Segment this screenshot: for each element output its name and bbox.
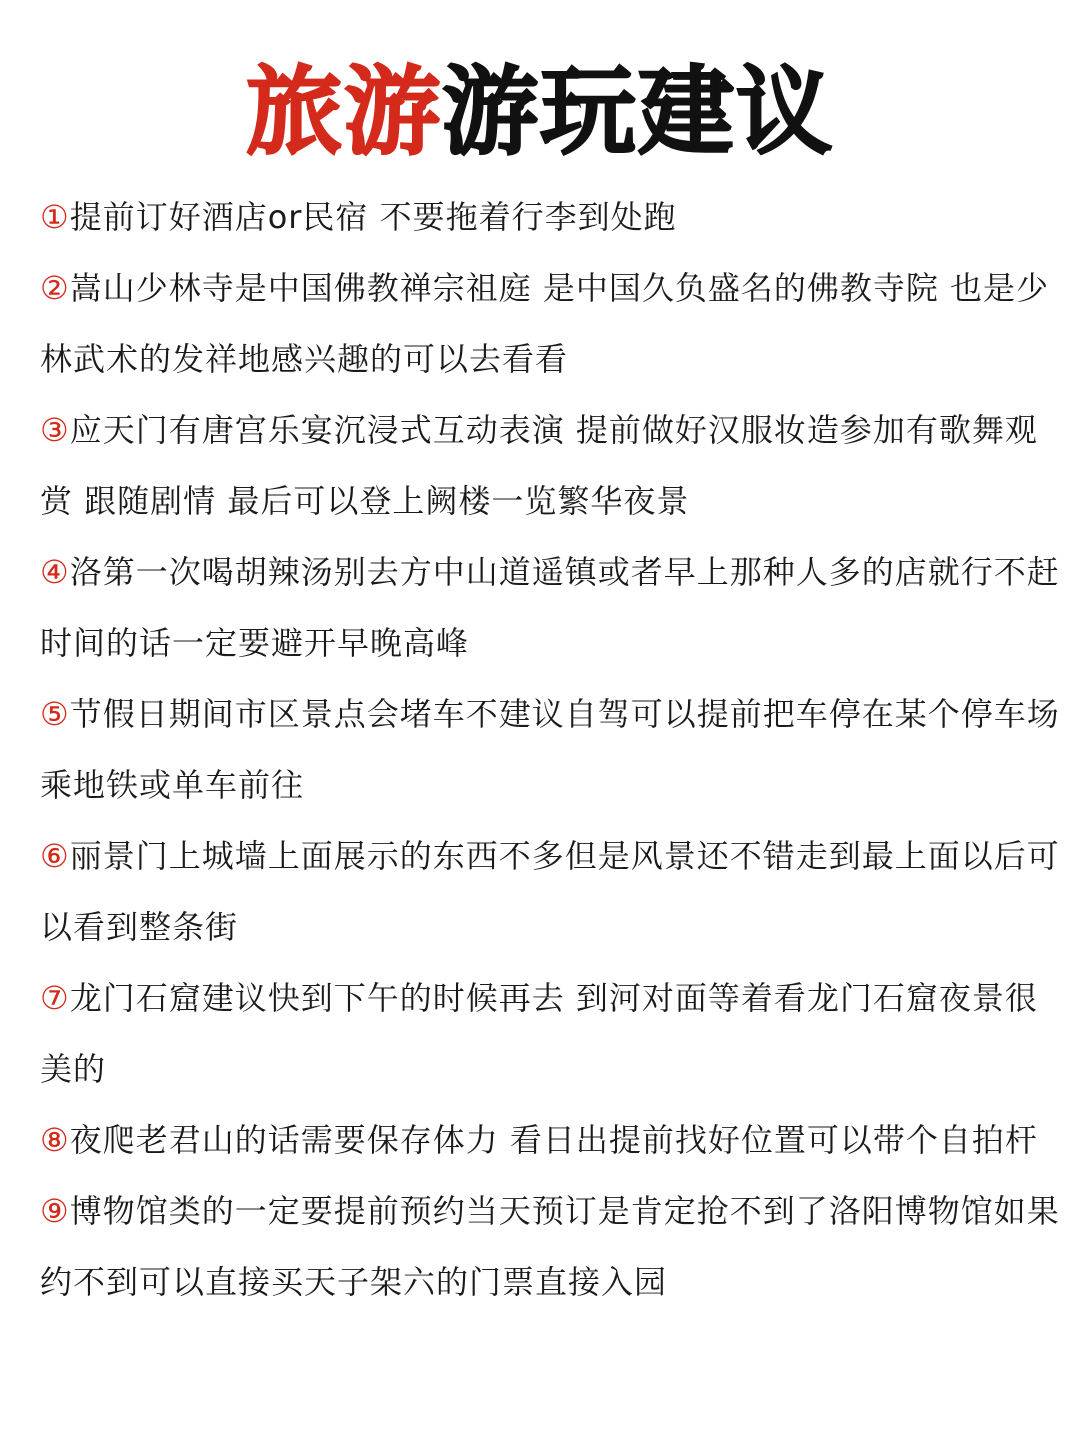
tip-item-1 bbox=[40, 182, 1060, 253]
tip-text: 夜爬老君山的话需要保存体力 看日出提前找好位置可以带个自拍杆 bbox=[69, 1121, 1038, 1159]
tip-text: 嵩山少林寺是中国佛教禅宗祖庭 是中国久负盛名的佛教寺院 也是少林武术的发祥地感兴趣的可以去看看 bbox=[40, 269, 1050, 378]
tip-number: ⑧ bbox=[40, 1121, 70, 1159]
tip-number: ⑦ bbox=[40, 979, 70, 1017]
tip-number: ⑥ bbox=[40, 837, 70, 875]
tip-number: ⑤ bbox=[40, 695, 70, 733]
tip-item-4 bbox=[40, 537, 1060, 679]
tip-item-8 bbox=[40, 1105, 1060, 1176]
tip-text: 龙门石窟建议快到下午的时候再去 到河对面等着看龙门石窟夜景很美的 bbox=[40, 979, 1038, 1088]
tip-text: 节假日期间市区景点会堵车不建议自驾可以提前把车停在某个停车场 乘地铁或单车前往 bbox=[40, 695, 1060, 804]
tip-number: ④ bbox=[40, 553, 70, 591]
tip-number: ③ bbox=[40, 411, 70, 449]
tip-number: ⑨ bbox=[40, 1192, 70, 1230]
tip-number: ① bbox=[40, 198, 70, 236]
title-accent: 旅游 bbox=[246, 56, 442, 168]
title-main: 游玩建议 bbox=[442, 56, 834, 168]
tip-text: 丽景门上城墙上面展示的东西不多但是风景还不错走到最上面以后可以看到整条街 bbox=[40, 837, 1060, 946]
tips-list bbox=[40, 182, 1060, 1318]
tip-item-6 bbox=[40, 821, 1060, 963]
tip-number: ② bbox=[40, 269, 70, 307]
tip-item-2 bbox=[40, 253, 1060, 395]
tip-text: 提前订好酒店or民宿 不要拖着行李到处跑 bbox=[69, 198, 677, 236]
tip-item-5 bbox=[40, 679, 1060, 821]
tip-item-9 bbox=[40, 1176, 1060, 1318]
page-title bbox=[0, 52, 1080, 172]
tip-text: 洛第一次喝胡辣汤别去方中山道遥镇或者早上那种人多的店就行不赶时间的话一定要避开早晚高峰 bbox=[40, 553, 1060, 662]
tip-item-3 bbox=[40, 395, 1060, 537]
tip-item-7 bbox=[40, 963, 1060, 1105]
tip-text: 应天门有唐宫乐宴沉浸式互动表演 提前做好汉服妆造参加有歌舞观赏 跟随剧情 最后可以登上阙楼一览繁华夜景 bbox=[40, 411, 1038, 520]
tip-text: 博物馆类的一定要提前预约当天预订是肯定抢不到了洛阳博物馆如果约不到可以直接买天子架六的门票直接入园 bbox=[40, 1192, 1060, 1301]
